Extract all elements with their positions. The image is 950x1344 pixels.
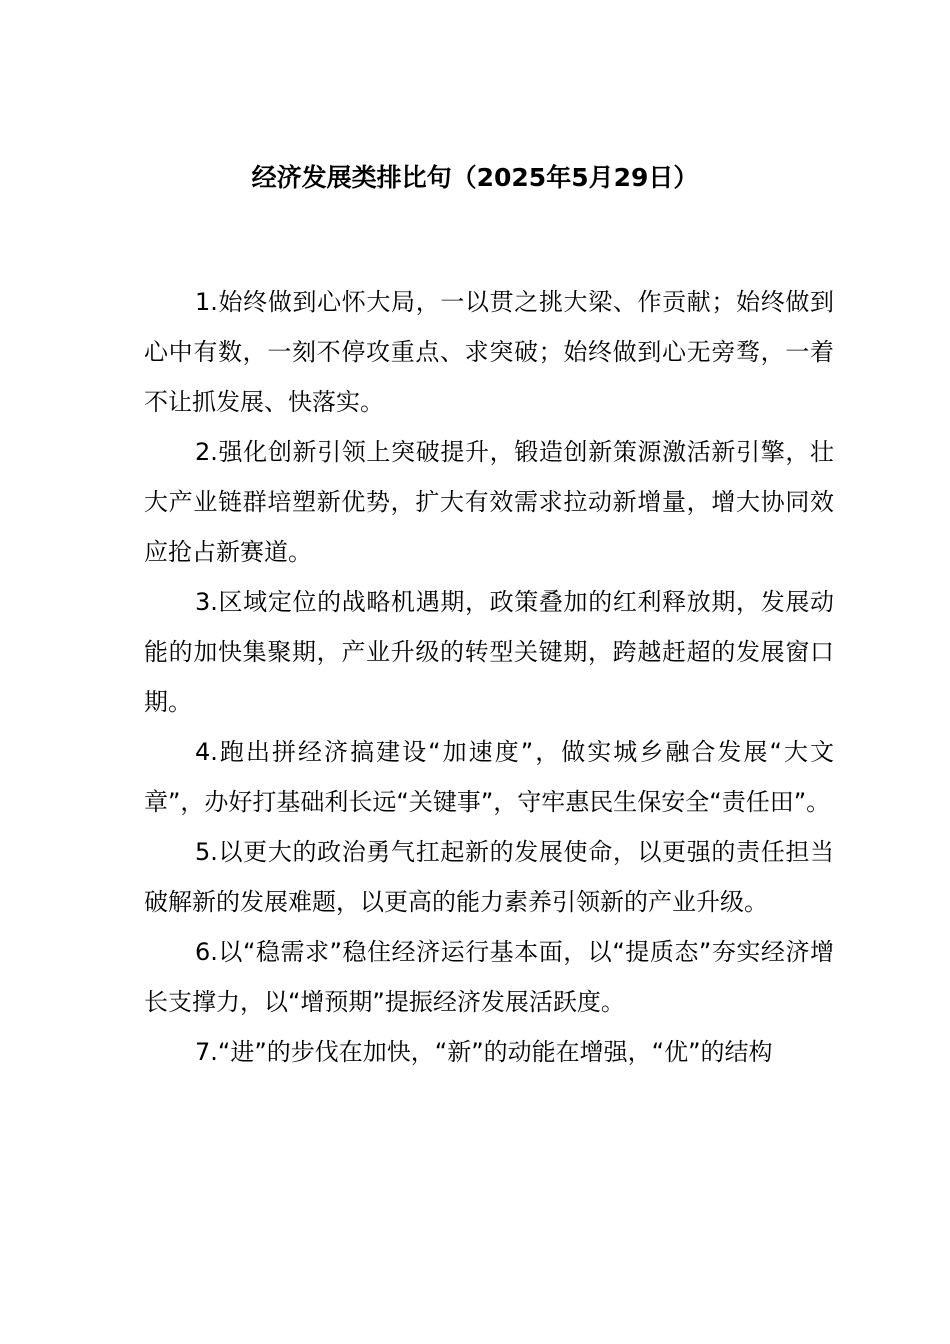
paragraph-5: 5.以更大的政治勇气扛起新的发展使命，以更强的责任担当破解新的发展难题，以更高的能力素养引领新的产业升级。: [144, 838, 834, 916]
document-body: [144, 277, 834, 1077]
paragraph-7: 7.“进”的步伐在加快，“新”的动能在增强，“优”的结构: [195, 1038, 773, 1066]
paragraph-6: 6.以“稳需求”稳住经济运行基本面，以“提质态”夯实经济增长支撑力，以“增预期”提振经济发展活跃度。: [144, 938, 834, 1016]
paragraph-2: 2.强化创新引领上突破提升，锻造创新策源激活新引擎，壮大产业链群培塑新优势，扩大有效需求拉动新增量，增大协同效应抢占新赛道。: [144, 438, 834, 566]
paragraph-1: 1.始终做到心怀大局，一以贯之挑大梁、作贡献；始终做到心中有数，一刻不停攻重点、求突破；始终做到心无旁骛，一着不让抓发展、快落实。: [144, 288, 834, 416]
paragraph-3: 3.区域定位的战略机遇期，政策叠加的红利释放期，发展动能的加快集聚期，产业升级的转型关键期，跨越赶超的发展窗口期。: [144, 588, 834, 716]
paragraph-4: 4.跑出拼经济搞建设“加速度”，做实城乡融合发展“大文章”，办好打基础利长远“关键事”，守牢惠民生保安全“责任田”。: [144, 738, 834, 816]
document-title: 经济发展类排比句（2025年5月29日）: [251, 163, 699, 192]
